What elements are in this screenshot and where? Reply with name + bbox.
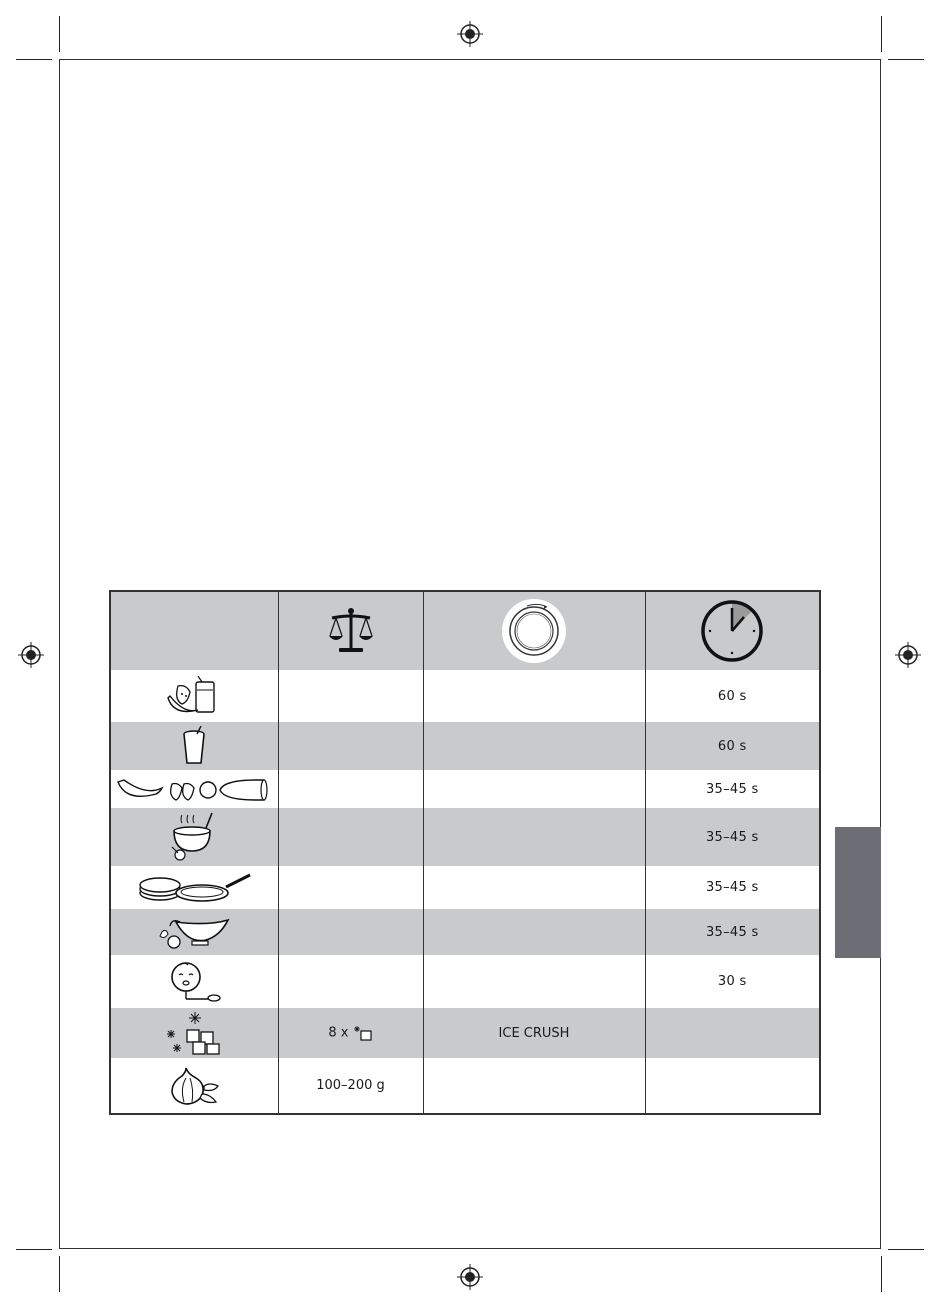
soup-pot-icon <box>168 811 220 863</box>
header-speed <box>423 591 645 670</box>
time-cell: 30 s <box>645 955 820 1008</box>
time-cell: 35–45 s <box>645 808 820 866</box>
amount-cell <box>278 670 423 722</box>
header-food <box>110 591 278 670</box>
table-row <box>110 1058 820 1114</box>
food-cell <box>110 866 278 909</box>
registration-mark-icon <box>895 642 921 668</box>
time-cell: 35–45 s <box>645 770 820 808</box>
crop-mark <box>888 59 924 60</box>
baby-food-icon <box>166 959 222 1005</box>
speed-cell: ICE CRUSH <box>423 1008 645 1058</box>
speed-cell <box>423 866 645 909</box>
speed-cell <box>423 808 645 866</box>
ice-cubes-icon <box>165 1010 223 1056</box>
registration-mark-icon <box>457 1264 483 1290</box>
food-cell <box>110 955 278 1008</box>
amount-cell: 100–200 g <box>278 1058 423 1114</box>
milkshake-icon <box>179 726 209 766</box>
amount-cell <box>278 770 423 808</box>
speed-cell <box>423 770 645 808</box>
ice-cube-icon <box>353 1024 373 1042</box>
time-cell: 60 s <box>645 722 820 770</box>
amount-cell <box>278 866 423 909</box>
amount-cell <box>278 1008 423 1058</box>
speed-cell <box>423 670 645 722</box>
clock-icon <box>700 599 764 663</box>
table-row <box>110 909 820 955</box>
garlic-onion-icon <box>166 1064 222 1108</box>
amount-cell <box>278 808 423 866</box>
crop-mark <box>16 59 52 60</box>
speed-cell <box>423 1058 645 1114</box>
amount-cell <box>278 722 423 770</box>
registration-mark-icon <box>18 642 44 668</box>
fruit-juice-icon <box>164 676 224 716</box>
time-cell <box>645 1008 820 1058</box>
food-cell <box>110 670 278 722</box>
time-cell: 35–45 s <box>645 866 820 909</box>
sauce-boat-icon <box>158 914 230 950</box>
pancake-pan-icon <box>136 871 252 905</box>
food-cell <box>110 1058 278 1114</box>
recipe-table <box>109 590 821 1115</box>
side-tab <box>835 827 881 958</box>
fruits-vegetables-icon <box>116 774 272 804</box>
amount-cell <box>278 955 423 1008</box>
food-cell <box>110 909 278 955</box>
table-row <box>110 866 820 909</box>
registration-mark-icon <box>457 21 483 47</box>
food-cell <box>110 770 278 808</box>
table-header-row <box>110 591 820 670</box>
table-row <box>110 1008 820 1058</box>
amount-text: 8 x <box>328 1025 349 1041</box>
crop-mark <box>881 1256 882 1292</box>
table-row <box>110 722 820 770</box>
header-time <box>645 591 820 670</box>
table-row <box>110 670 820 722</box>
time-cell <box>645 1058 820 1114</box>
balance-scale-icon <box>327 606 375 656</box>
crop-mark <box>881 16 882 52</box>
food-cell <box>110 1008 278 1058</box>
crop-mark <box>16 1249 52 1250</box>
time-cell: 60 s <box>645 670 820 722</box>
crop-mark <box>59 16 60 52</box>
amount-cell <box>278 909 423 955</box>
header-weight <box>278 591 423 670</box>
speed-dial-icon <box>501 598 567 664</box>
speed-cell <box>423 909 645 955</box>
table-row <box>110 955 820 1008</box>
crop-mark <box>888 1249 924 1250</box>
table-row <box>110 770 820 808</box>
food-cell <box>110 808 278 866</box>
crop-mark <box>59 1256 60 1292</box>
speed-cell <box>423 722 645 770</box>
time-cell: 35–45 s <box>645 909 820 955</box>
food-cell <box>110 722 278 770</box>
table-row <box>110 808 820 866</box>
speed-cell <box>423 955 645 1008</box>
